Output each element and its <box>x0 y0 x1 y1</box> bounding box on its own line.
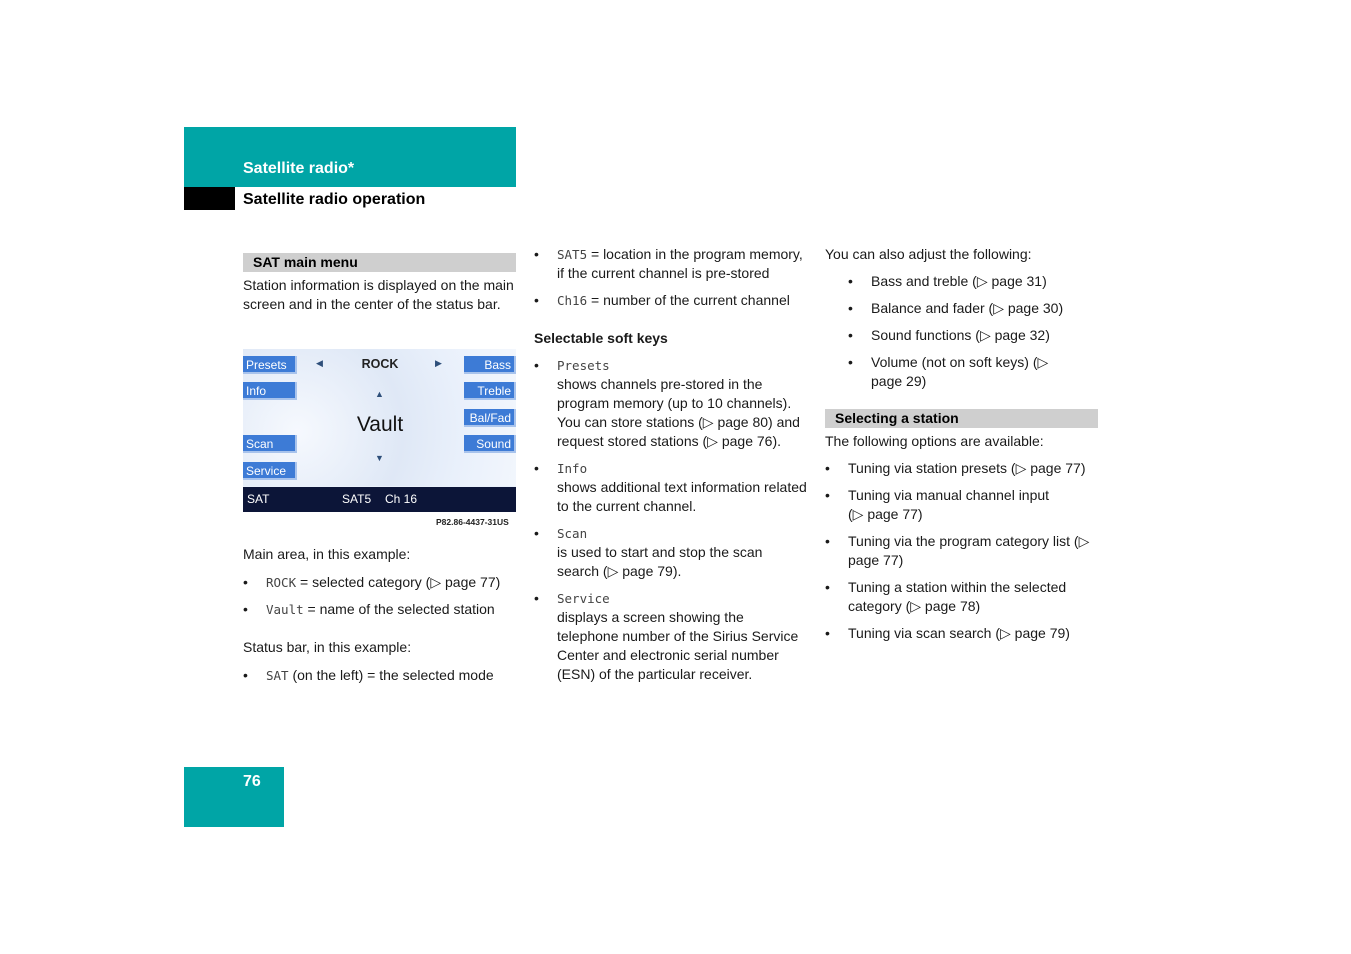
code-sat5: SAT5 <box>557 247 588 262</box>
main-area-intro: Main area, in this example: <box>243 546 411 562</box>
list-item: • SAT5 = location in the program memory, if the current channel is pre-stored <box>534 245 808 283</box>
column-1 <box>243 253 516 314</box>
page-subtitle: Satellite radio operation <box>243 191 426 208</box>
column-3 <box>825 245 1098 643</box>
arrow-up-icon: ▲ <box>375 389 384 399</box>
list-item: • Ch16 = number of the current channel <box>534 291 808 310</box>
list-item: • Volume (not on soft keys) (▷ page 29) <box>848 353 1051 391</box>
code-service: • Service <box>557 591 610 606</box>
code-rock: ROCK <box>266 575 297 590</box>
list-item: • Presets shows channels pre-stored in the program memory (up to 10 channels). You can store stations (▷ page 80) and request stored stations (▷ page 76). <box>534 356 808 451</box>
options-intro: The following options are available: <box>825 433 1044 449</box>
code-vault: Vault <box>266 602 304 617</box>
arrow-down-icon: ▼ <box>375 453 384 463</box>
figure-code: P82.86-4437-31US <box>436 517 509 527</box>
status-bar-intro: Status bar, in this example: <box>243 639 412 655</box>
softkey-service: Service <box>243 462 297 480</box>
softkey-treble: Treble <box>464 382 516 400</box>
list-item: • Tuning via the program category list (▷ page 77) <box>825 532 1098 570</box>
list-item: • Sound functions (▷ page 32) <box>848 326 1098 345</box>
softkey-scan: Scan <box>243 435 297 453</box>
screen-station-name: Vault <box>356 413 404 436</box>
intro-paragraph: Station information is displayed on the main screen and in the center of the status bar. <box>243 277 514 312</box>
softkey-presets: Presets <box>243 356 297 374</box>
code-presets: • Presets <box>557 358 610 373</box>
section-bar-sat-main-menu: SAT main menu <box>243 253 516 272</box>
column-1-lower <box>243 545 516 685</box>
list-item: • Service displays a screen showing the telephone number of the Sirius Service Center and electronic serial number (ESN) of the particular receiver. <box>534 589 808 684</box>
list-item: • Tuning via manual channel input (▷ page 77) <box>825 486 1063 524</box>
column-2 <box>534 245 808 684</box>
status-bar-list-continued <box>534 245 808 310</box>
list-item: • Vault = name of the selected station <box>243 600 516 619</box>
list-item: • Tuning a station within the selected category (▷ page 78) <box>825 578 1098 616</box>
section-header-band <box>184 127 516 187</box>
status-memory: SAT5 <box>342 492 372 506</box>
options-list <box>825 459 1098 643</box>
softkey-info: Info <box>243 382 297 400</box>
arrow-right-icon: ▶ <box>435 358 442 368</box>
screen-category: ROCK <box>361 357 399 371</box>
list-item: • Bass and treble (▷ page 31) <box>848 272 1098 291</box>
arrow-left-icon: ◀ <box>316 358 323 368</box>
adjust-list <box>825 272 1098 391</box>
status-bar-list <box>243 666 516 685</box>
list-item: • Balance and fader (▷ page 30) <box>848 299 1098 318</box>
radio-screen-illustration <box>243 349 516 512</box>
softkey-sound: Sound <box>464 435 516 453</box>
page-number-box <box>184 767 284 827</box>
softkeys-heading: Selectable soft keys <box>534 330 668 346</box>
list-item: • Tuning via station presets (▷ page 77) <box>825 459 1098 478</box>
section-title: Satellite radio* <box>243 160 355 177</box>
list-item: • Info shows additional text information related to the current channel. <box>534 459 808 516</box>
list-item: • Tuning via scan search (▷ page 79) <box>825 624 1098 643</box>
softkey-bass: Bass <box>464 356 516 374</box>
list-item: • Scan is used to start and stop the scan search (▷ page 79). <box>534 524 808 581</box>
subtitle-marker <box>184 187 235 210</box>
softkeys-list <box>534 356 808 684</box>
code-ch16: Ch16 <box>557 293 588 308</box>
code-sat: SAT <box>266 668 289 683</box>
screen-status-bar <box>243 487 516 512</box>
adjust-intro: You can also adjust the following: <box>825 246 1032 262</box>
list-item: • SAT (on the left) = the selected mode <box>243 666 516 685</box>
main-area-list <box>243 573 516 619</box>
code-scan: • Scan <box>557 526 588 541</box>
softkey-bal-fad: Bal/Fad <box>464 409 516 427</box>
status-mode: SAT <box>247 492 270 506</box>
status-channel: Ch 16 <box>385 492 418 506</box>
list-item: • ROCK = selected category (▷ page 77) <box>243 573 516 592</box>
page-number: 76 <box>243 773 261 790</box>
section-bar-selecting-station: Selecting a station <box>825 409 1098 428</box>
code-info: • Info <box>557 461 588 476</box>
